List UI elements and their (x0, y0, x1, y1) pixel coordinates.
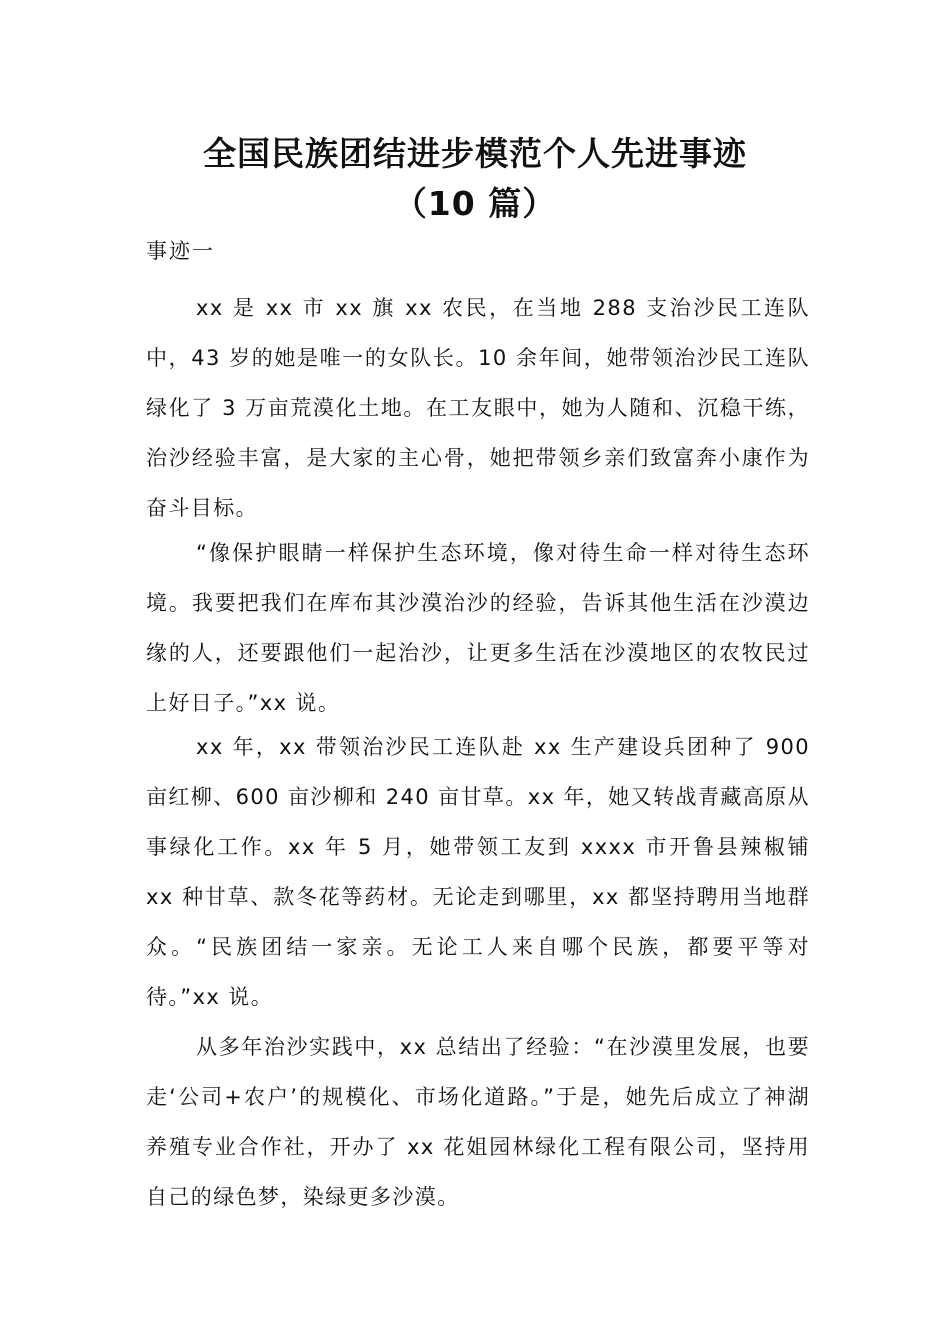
paragraph-3: xx 年，xx 带领治沙民工连队赴 xx 生产建设兵团种了 900 亩红柳、600 亩沙柳和 240 亩甘草。xx 年，她又转战青藏高原从事绿化工作。xx 年 5 月，她带领工友到 xxxx 市开鲁县辣椒铺 xx 种甘草、款冬花等药材。无论走到哪里，xx 都坚持聘用当地群众。“民族团结一家亲。无论工人来自哪个民族，都要平等对待。”xx 说。 (146, 735, 810, 1009)
section-label: 事迹一 (146, 239, 215, 263)
document-title: 全国民族团结进步模范个人先进事迹 (203, 134, 747, 173)
document-title-count: （10 篇） (393, 184, 557, 223)
paragraph-1: xx 是 xx 市 xx 旗 xx 农民，在当地 288 支治沙民工连队中，43 岁的她是唯一的女队长。10 余年间，她带领治沙民工连队绿化了 3 万亩荒漠化土地。在工友眼中，她为人随和、沉稳干练，治沙经验丰富，是大家的主心骨，她把带领乡亲们致富奔小康作为奋斗目标。 (146, 296, 810, 520)
paragraph-2: “像保护眼睛一样保护生态环境，像对待生命一样对待生态环境。我要把我们在库布其沙漠治沙的经验，告诉其他生活在沙漠边缘的人，还要跟他们一起治沙，让更多生活在沙漠地区的农牧民过上好日子。”xx 说。 (146, 541, 810, 715)
paragraph-4: 从多年治沙实践中，xx 总结出了经验：“在沙漠里发展，也要走‘公司+农户’的规模化、市场化道路。”于是，她先后成立了神湖养殖专业合作社，开办了 xx 花姐园林绿化工程有限公司，坚持用自己的绿色梦，染绿更多沙漠。 (146, 1035, 810, 1209)
